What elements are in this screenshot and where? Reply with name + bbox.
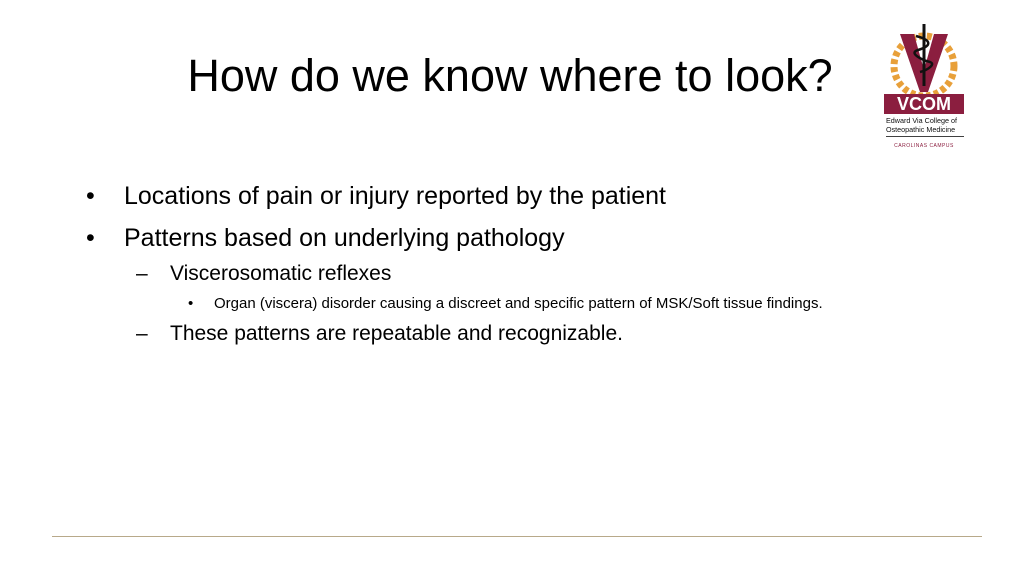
slide-title: How do we know where to look? <box>187 50 833 101</box>
bullet-text: Viscerosomatic reflexes <box>170 262 392 285</box>
logo-line2: Osteopathic Medicine <box>886 125 956 134</box>
bullet-text: Locations of pain or injury reported by the patient <box>124 182 667 210</box>
bullet-text: These patterns are repeatable and recognizable. <box>170 322 623 345</box>
bullet-marker: • <box>86 182 95 210</box>
bullet-text: Patterns based on underlying pathology <box>124 224 565 252</box>
logo-campus: CAROLINAS CAMPUS <box>894 143 954 149</box>
dash-marker: – <box>136 322 148 345</box>
logo-line1: Edward Via College of <box>886 116 957 125</box>
dash-marker: – <box>136 262 148 285</box>
bullet-text: Organ (viscera) disorder causing a discreet and specific pattern of MSK/Soft tissue findings. <box>214 295 823 312</box>
footer-divider <box>52 536 982 537</box>
logo-name: VCOM <box>897 94 951 114</box>
bullet-marker: • <box>188 295 194 312</box>
bullet-marker: • <box>86 224 95 252</box>
